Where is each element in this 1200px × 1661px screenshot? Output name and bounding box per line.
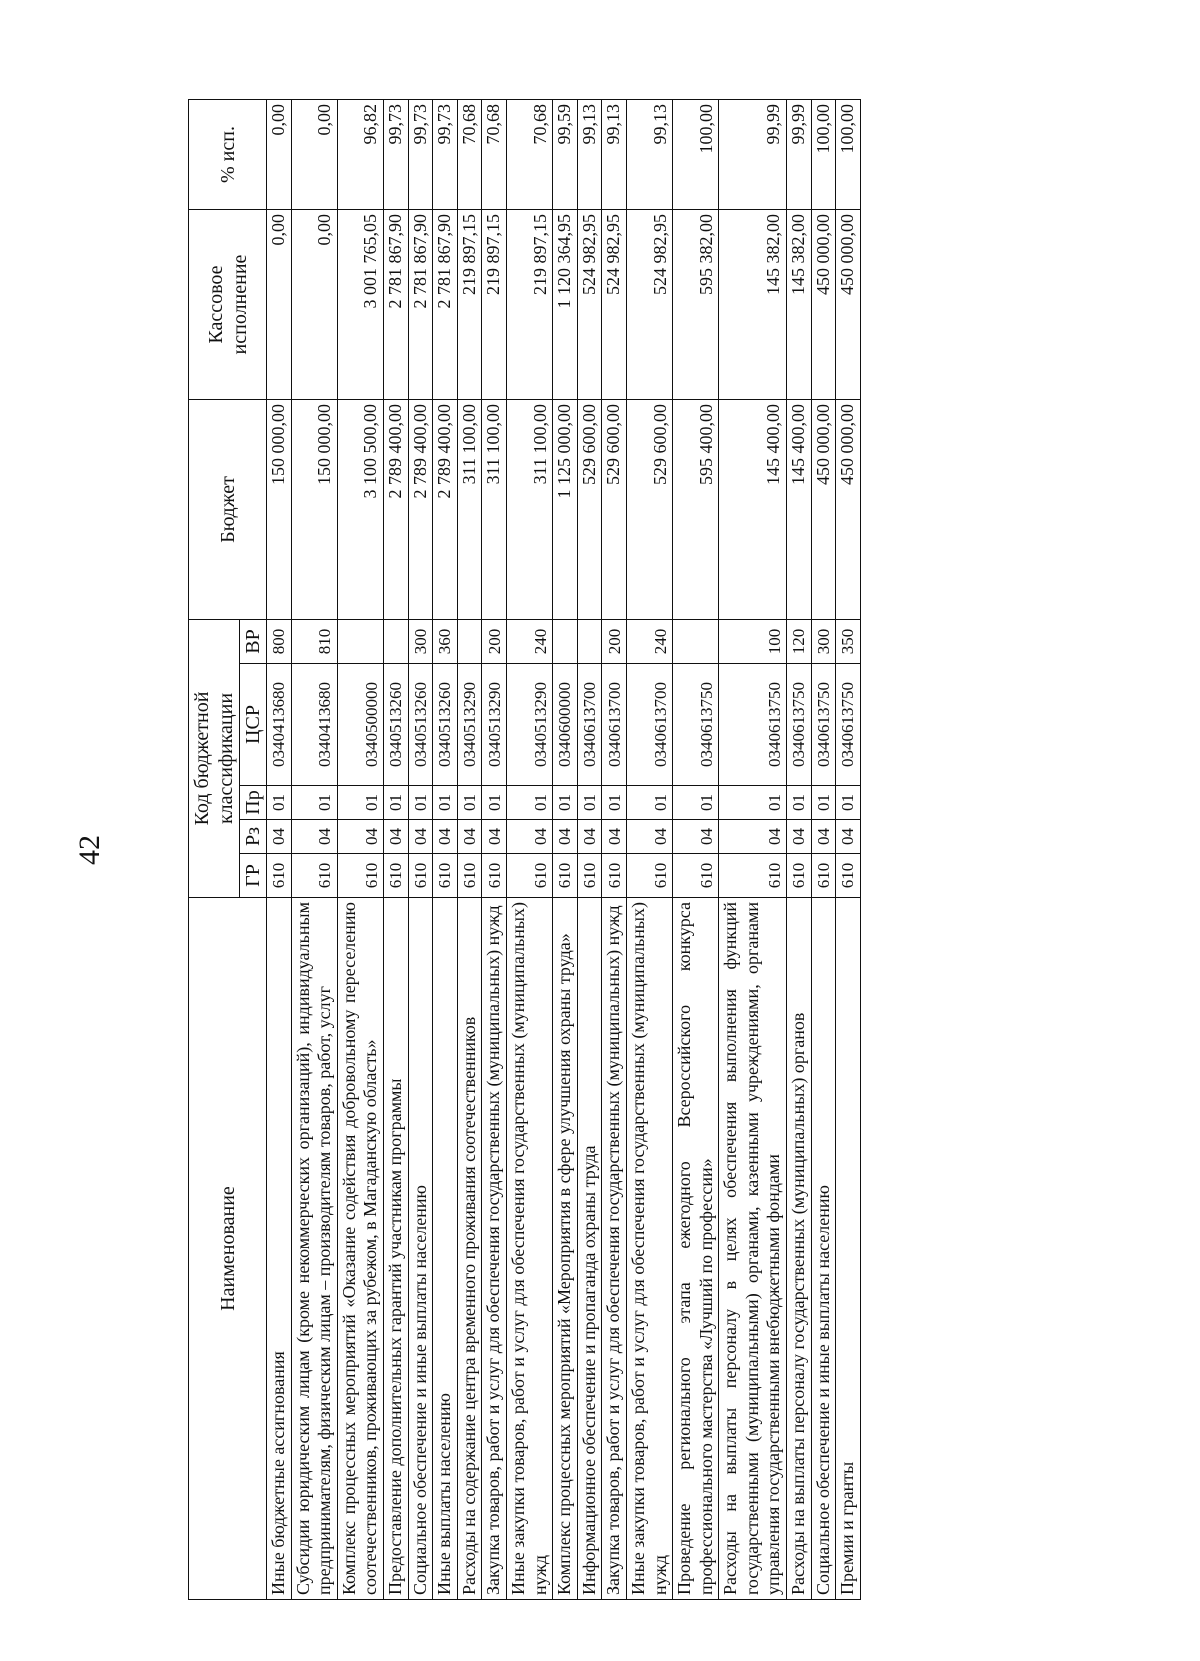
- row-pct-cell: 99,73: [433, 100, 458, 210]
- row-pct-cell: 70,68: [482, 100, 507, 210]
- row-vr-cell: 800: [267, 620, 292, 664]
- row-csr-cell: 0340513290: [457, 664, 482, 786]
- row-vr-cell: [457, 620, 482, 664]
- row-cash-cell: 450 000,00: [811, 210, 836, 400]
- row-csr-cell: 0340613700: [626, 664, 672, 786]
- row-pct-cell: 70,68: [457, 100, 482, 210]
- header-code-group: Код бюджетной классификации: [189, 620, 240, 898]
- row-pct-cell: 99,73: [408, 100, 433, 210]
- row-pct-cell: 96,82: [337, 100, 383, 210]
- row-pr-cell: 01: [577, 786, 602, 820]
- header-gr: ГР: [240, 854, 267, 898]
- row-vr-cell: [337, 620, 383, 664]
- row-vr-cell: 300: [408, 620, 433, 664]
- row-pr-cell: 01: [787, 786, 812, 820]
- row-pct-cell: 99,73: [383, 100, 408, 210]
- table-row: [337, 100, 383, 1600]
- row-csr-cell: 0340600000: [553, 664, 578, 786]
- row-gr-cell: 610: [787, 854, 812, 898]
- row-budget-cell: 529 600,00: [626, 400, 672, 620]
- row-budget-cell: 3 100 500,00: [337, 400, 383, 620]
- row-pct-cell: 99,13: [626, 100, 672, 210]
- row-cash-cell: 0,00: [291, 210, 337, 400]
- row-cash-cell: 145 382,00: [719, 210, 787, 400]
- row-csr-cell: 0340513260: [408, 664, 433, 786]
- row-csr-cell: 0340613750: [811, 664, 836, 786]
- row-rz-cell: 04: [836, 820, 861, 854]
- row-csr-cell: 0340613750: [673, 664, 719, 786]
- row-name-cell: Расходы на содержание центра временного проживания соотечественников: [457, 898, 482, 1600]
- table-row: [719, 100, 787, 1600]
- row-pr-cell: 01: [482, 786, 507, 820]
- table-row: [811, 100, 836, 1600]
- row-gr-cell: 610: [577, 854, 602, 898]
- row-vr-cell: 240: [506, 620, 552, 664]
- row-name-cell: Социальное обеспечение и иные выплаты населению: [408, 898, 433, 1600]
- row-cash-cell: 595 382,00: [673, 210, 719, 400]
- row-pr-cell: 01: [337, 786, 383, 820]
- row-budget-cell: 529 600,00: [577, 400, 602, 620]
- row-name-cell: Комплекс процессных мероприятий «Оказание содействия добровольному переселению соотечественников, проживающих за рубежом, в Магаданскую область»: [337, 898, 383, 1600]
- row-pct-cell: 99,13: [602, 100, 627, 210]
- table-row: [602, 100, 627, 1600]
- table-row: [267, 100, 292, 1600]
- row-name-cell: Комплекс процессных мероприятий «Мероприятия в сфере улучшения охраны труда»: [553, 898, 578, 1600]
- row-gr-cell: 610: [457, 854, 482, 898]
- row-csr-cell: 0340613700: [602, 664, 627, 786]
- row-gr-cell: 610: [673, 854, 719, 898]
- row-cash-cell: 524 982,95: [626, 210, 672, 400]
- row-name-cell: Информационное обеспечение и пропаганда охраны труда: [577, 898, 602, 1600]
- row-budget-cell: 450 000,00: [836, 400, 861, 620]
- row-budget-cell: 1 125 000,00: [553, 400, 578, 620]
- row-budget-cell: 145 400,00: [787, 400, 812, 620]
- table-row: [506, 100, 552, 1600]
- row-pr-cell: 01: [383, 786, 408, 820]
- row-budget-cell: 2 789 400,00: [408, 400, 433, 620]
- row-gr-cell: 610: [811, 854, 836, 898]
- row-csr-cell: 0340513260: [383, 664, 408, 786]
- row-pr-cell: 01: [626, 786, 672, 820]
- row-rz-cell: 04: [602, 820, 627, 854]
- row-vr-cell: 240: [626, 620, 672, 664]
- row-vr-cell: [383, 620, 408, 664]
- row-csr-cell: 0340513260: [433, 664, 458, 786]
- table-row: [673, 100, 719, 1600]
- table-row: [457, 100, 482, 1600]
- row-gr-cell: 610: [506, 854, 552, 898]
- row-name-cell: Расходы на выплаты персоналу государственных (муниципальных) органов: [787, 898, 812, 1600]
- row-cash-cell: 2 781 867,90: [408, 210, 433, 400]
- row-name-cell: Иные закупки товаров, работ и услуг для обеспечения государственных (муниципальных) нужд: [626, 898, 672, 1600]
- row-vr-cell: 360: [433, 620, 458, 664]
- row-pr-cell: 01: [506, 786, 552, 820]
- table-row: [383, 100, 408, 1600]
- row-pr-cell: 01: [267, 786, 292, 820]
- table-row: [787, 100, 812, 1600]
- row-rz-cell: 04: [506, 820, 552, 854]
- row-pr-cell: 01: [433, 786, 458, 820]
- row-cash-cell: 0,00: [267, 210, 292, 400]
- table-row: [433, 100, 458, 1600]
- table-row: [408, 100, 433, 1600]
- row-rz-cell: 04: [267, 820, 292, 854]
- row-rz-cell: 04: [577, 820, 602, 854]
- row-vr-cell: 200: [602, 620, 627, 664]
- row-pct-cell: 99,99: [719, 100, 787, 210]
- row-gr-cell: 610: [383, 854, 408, 898]
- row-rz-cell: 04: [673, 820, 719, 854]
- row-pr-cell: 01: [836, 786, 861, 820]
- row-budget-cell: 311 100,00: [506, 400, 552, 620]
- row-cash-cell: 450 000,00: [836, 210, 861, 400]
- row-vr-cell: 810: [291, 620, 337, 664]
- row-budget-cell: 595 400,00: [673, 400, 719, 620]
- row-cash-cell: 219 897,15: [457, 210, 482, 400]
- row-csr-cell: 0340613750: [719, 664, 787, 786]
- row-csr-cell: 0340513290: [506, 664, 552, 786]
- row-budget-cell: 311 100,00: [482, 400, 507, 620]
- table-row: [626, 100, 672, 1600]
- row-vr-cell: 200: [482, 620, 507, 664]
- header-rz: Рз: [240, 820, 267, 854]
- row-csr-cell: 0340413680: [291, 664, 337, 786]
- row-pct-cell: 100,00: [836, 100, 861, 210]
- row-pct-cell: 70,68: [506, 100, 552, 210]
- row-pr-cell: 01: [602, 786, 627, 820]
- row-cash-cell: 219 897,15: [506, 210, 552, 400]
- row-vr-cell: [673, 620, 719, 664]
- row-vr-cell: [577, 620, 602, 664]
- row-csr-cell: 0340500000: [337, 664, 383, 786]
- row-gr-cell: 610: [337, 854, 383, 898]
- row-rz-cell: 04: [408, 820, 433, 854]
- row-pr-cell: 01: [457, 786, 482, 820]
- header-vr: ВР: [240, 620, 267, 664]
- row-pct-cell: 99,99: [787, 100, 812, 210]
- row-budget-cell: 529 600,00: [602, 400, 627, 620]
- row-budget-cell: 450 000,00: [811, 400, 836, 620]
- row-csr-cell: 0340513290: [482, 664, 507, 786]
- row-cash-cell: 2 781 867,90: [433, 210, 458, 400]
- row-vr-cell: 120: [787, 620, 812, 664]
- table-row: [553, 100, 578, 1600]
- row-name-cell: Субсидии юридическим лицам (кроме некоммерческих организаций), индивидуальным предпринимателям, физическим лицам – производителям товаров, работ, услуг: [291, 898, 337, 1600]
- row-name-cell: Социальное обеспечение и иные выплаты населению: [811, 898, 836, 1600]
- row-vr-cell: 350: [836, 620, 861, 664]
- row-rz-cell: 04: [383, 820, 408, 854]
- row-pr-cell: 01: [291, 786, 337, 820]
- row-rz-cell: 04: [553, 820, 578, 854]
- row-rz-cell: 04: [719, 820, 787, 854]
- row-cash-cell: 3 001 765,05: [337, 210, 383, 400]
- row-cash-cell: 219 897,15: [482, 210, 507, 400]
- row-rz-cell: 04: [482, 820, 507, 854]
- row-name-cell: Предоставление дополнительных гарантий участникам программы: [383, 898, 408, 1600]
- row-budget-cell: 2 789 400,00: [433, 400, 458, 620]
- row-cash-cell: 524 982,95: [577, 210, 602, 400]
- row-gr-cell: 610: [433, 854, 458, 898]
- row-pct-cell: 0,00: [267, 100, 292, 210]
- row-gr-cell: 610: [482, 854, 507, 898]
- table-body: [267, 100, 861, 1600]
- row-gr-cell: 610: [602, 854, 627, 898]
- row-csr-cell: 0340413680: [267, 664, 292, 786]
- table-row: [577, 100, 602, 1600]
- row-rz-cell: 04: [291, 820, 337, 854]
- rotated-table-container: [188, 100, 1120, 1600]
- table-row: [291, 100, 337, 1600]
- row-pct-cell: 99,59: [553, 100, 578, 210]
- row-gr-cell: 610: [408, 854, 433, 898]
- row-budget-cell: 311 100,00: [457, 400, 482, 620]
- row-csr-cell: 0340613750: [787, 664, 812, 786]
- row-pct-cell: 0,00: [291, 100, 337, 210]
- row-name-cell: Премии и гранты: [836, 898, 861, 1600]
- row-pr-cell: 01: [673, 786, 719, 820]
- row-rz-cell: 04: [811, 820, 836, 854]
- header-name: Наименование: [189, 898, 267, 1600]
- row-pr-cell: 01: [719, 786, 787, 820]
- page-number: 42: [73, 835, 106, 865]
- row-name-cell: Иные выплаты населению: [433, 898, 458, 1600]
- row-name-cell: Иные бюджетные ассигнования: [267, 898, 292, 1600]
- row-name-cell: Проведение регионального этапа ежегодного Всероссийского конкурса профессионального мастерства «Лучший по профессии»: [673, 898, 719, 1600]
- row-gr-cell: 610: [836, 854, 861, 898]
- row-name-cell: Закупка товаров, работ и услуг для обеспечения государственных (муниципальных) нужд: [482, 898, 507, 1600]
- row-name-cell: Закупка товаров, работ и услуг для обеспечения государственных (муниципальных) нужд: [602, 898, 627, 1600]
- table-row: [482, 100, 507, 1600]
- row-gr-cell: 610: [553, 854, 578, 898]
- row-name-cell: Иные закупки товаров, работ и услуг для обеспечения государственных (муниципальных) нужд: [506, 898, 552, 1600]
- budget-table: [188, 99, 861, 1600]
- row-pr-cell: 01: [408, 786, 433, 820]
- row-csr-cell: 0340613750: [836, 664, 861, 786]
- row-vr-cell: 300: [811, 620, 836, 664]
- row-cash-cell: 1 120 364,95: [553, 210, 578, 400]
- header-cash: Кассовое исполнение: [189, 210, 267, 400]
- row-budget-cell: 150 000,00: [291, 400, 337, 620]
- row-cash-cell: 524 982,95: [602, 210, 627, 400]
- row-name-cell: Расходы на выплаты персоналу в целях обеспечения выполнения функций государственными (муниципальными) органами, казенными учреждениями, органами управления государственными внебюджетными фондами: [719, 898, 787, 1600]
- row-pct-cell: 100,00: [673, 100, 719, 210]
- row-csr-cell: 0340613700: [577, 664, 602, 786]
- header-row-1: [189, 100, 240, 1600]
- row-vr-cell: [553, 620, 578, 664]
- row-pr-cell: 01: [553, 786, 578, 820]
- table-row: [836, 100, 861, 1600]
- row-gr-cell: 610: [626, 854, 672, 898]
- header-pct: % исп.: [189, 100, 267, 210]
- row-rz-cell: 04: [457, 820, 482, 854]
- row-budget-cell: 2 789 400,00: [383, 400, 408, 620]
- row-rz-cell: 04: [337, 820, 383, 854]
- row-vr-cell: 100: [719, 620, 787, 664]
- row-cash-cell: 2 781 867,90: [383, 210, 408, 400]
- row-gr-cell: 610: [719, 854, 787, 898]
- row-rz-cell: 04: [787, 820, 812, 854]
- row-pct-cell: 100,00: [811, 100, 836, 210]
- header-budget: Бюджет: [189, 400, 267, 620]
- header-pr: Пр: [240, 786, 267, 820]
- row-rz-cell: 04: [433, 820, 458, 854]
- row-rz-cell: 04: [626, 820, 672, 854]
- row-gr-cell: 610: [267, 854, 292, 898]
- row-budget-cell: 150 000,00: [267, 400, 292, 620]
- row-cash-cell: 145 382,00: [787, 210, 812, 400]
- row-pct-cell: 99,13: [577, 100, 602, 210]
- row-budget-cell: 145 400,00: [719, 400, 787, 620]
- header-csr: ЦСР: [240, 664, 267, 786]
- row-gr-cell: 610: [291, 854, 337, 898]
- row-pr-cell: 01: [811, 786, 836, 820]
